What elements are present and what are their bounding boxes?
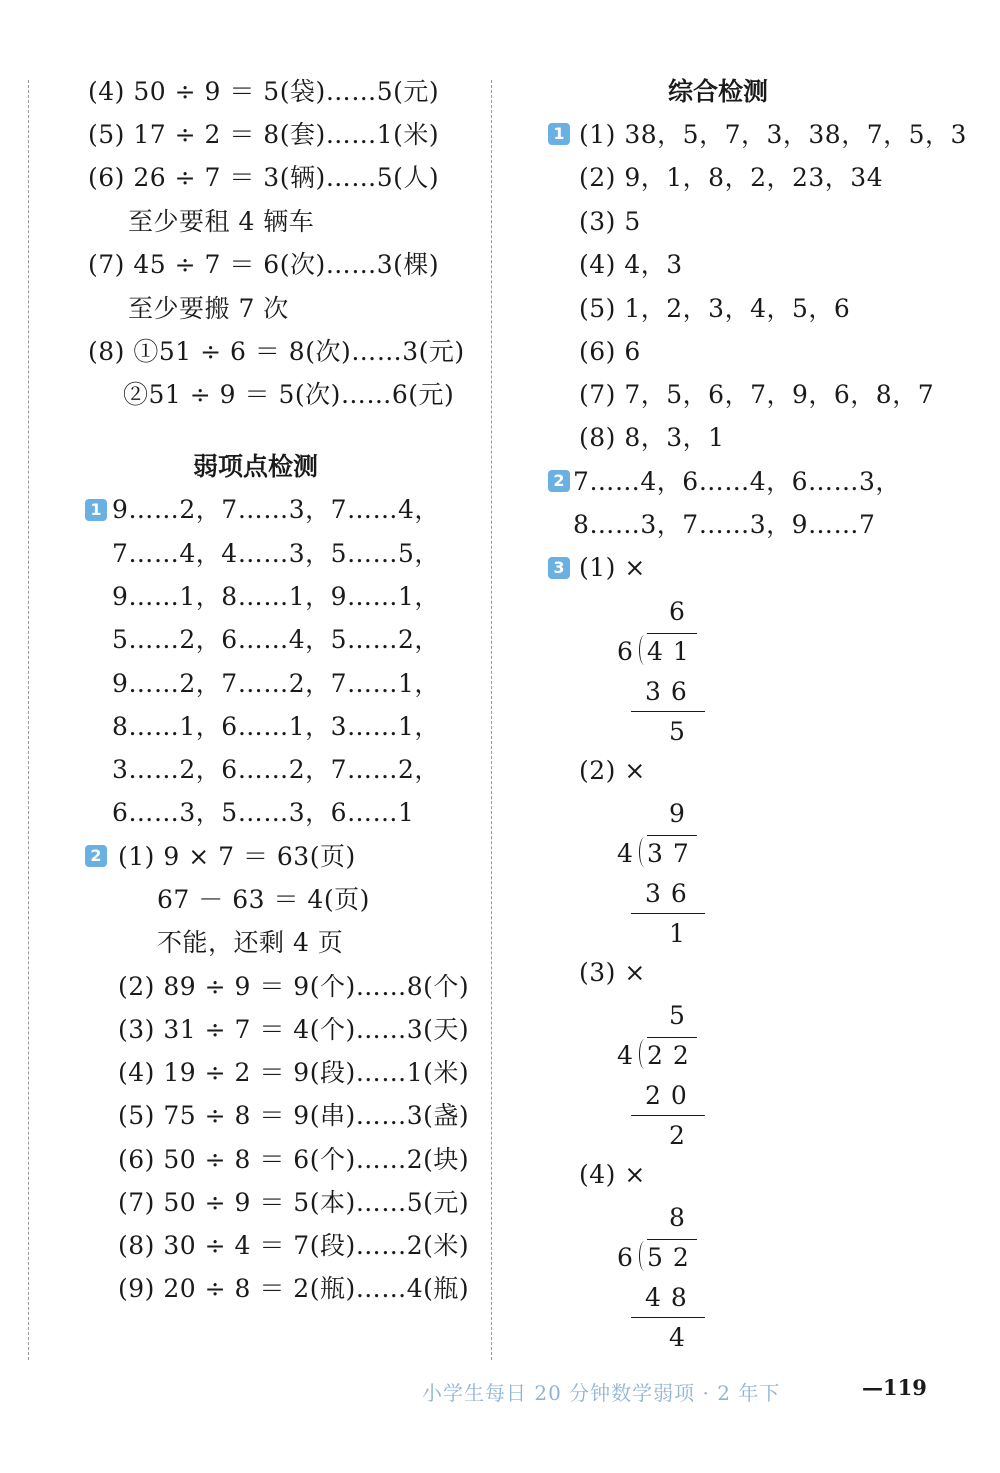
right-q1-line: (7) 7，5，6，7，9，6，8，7 — [579, 380, 935, 409]
subtraction-line — [631, 711, 705, 712]
left-q2-line: (9) 20 ÷ 8 ＝ 2(瓶)……4(瓶) — [118, 1274, 470, 1303]
left-q1-line: 5……2，6……4，5……2， — [112, 625, 440, 654]
q3-item-label: (1) × — [579, 553, 646, 582]
left-answer-5: (5) 17 ÷ 2 ＝ 8(套)……1(米) — [88, 120, 440, 149]
subtraction-line — [631, 1115, 705, 1116]
left-q2-line: 67 － 63 ＝ 4(页) — [157, 885, 370, 914]
left-question-1-badge: 1 — [85, 499, 107, 521]
right-q1-line: (8) 8，3，1 — [579, 423, 725, 452]
right-q1-line: (5) 1，2，3，4，5，6 — [579, 294, 851, 323]
left-q1-line: 9……2，7……2，7……1， — [112, 669, 440, 698]
division-bar — [647, 1037, 697, 1038]
product: 36 — [645, 677, 697, 706]
division-bar — [647, 633, 697, 634]
quotient: 6 — [669, 597, 685, 626]
right-q1-line: (1) 38，5，7，3，38，7，5，3 — [579, 120, 967, 149]
left-q2-line: (1) 9 × 7 ＝ 63(页) — [118, 842, 356, 871]
quotient: 9 — [669, 799, 685, 828]
divisor: 4 — [617, 1041, 633, 1070]
left-q2-line: (5) 75 ÷ 8 ＝ 9(串)……3(盏) — [118, 1101, 470, 1130]
right-q2-line: 8……3，7……3，9……7 — [573, 510, 876, 539]
right-question-3-badge: 3 — [548, 557, 570, 579]
left-q2-line: (6) 50 ÷ 8 ＝ 6(个)……2(块) — [118, 1145, 470, 1174]
left-q1-line: 6……3，5……3，6……1 — [112, 798, 415, 827]
left-answer-8a: (8) ①51 ÷ 6 ＝ 8(次)……3(元) — [88, 337, 465, 366]
left-q2-line: 不能，还剩 4 页 — [157, 928, 344, 957]
left-answer-4: (4) 50 ÷ 9 ＝ 5(袋)……5(元) — [88, 77, 440, 106]
dividend: 22 — [647, 1041, 699, 1070]
divisor: 4 — [617, 839, 633, 868]
weak-point-section-title: 弱项点检测 — [193, 452, 319, 481]
remainder: 5 — [669, 717, 685, 746]
right-question-1-badge: 1 — [548, 123, 570, 145]
left-q1-line: 9……2，7……3，7……4， — [112, 495, 440, 524]
remainder: 4 — [669, 1323, 685, 1352]
divisor: 6 — [617, 1243, 633, 1272]
left-margin-divider — [28, 80, 29, 1360]
division-bar — [647, 1239, 697, 1240]
left-q2-line: (2) 89 ÷ 9 ＝ 9(个)……8(个) — [118, 972, 470, 1001]
right-question-2-badge: 2 — [548, 470, 570, 492]
dividend: 41 — [647, 637, 699, 666]
divisor: 6 — [617, 637, 633, 666]
right-q1-line: (6) 6 — [579, 337, 641, 366]
division-bar — [647, 835, 697, 836]
right-q2-line: 7……4，6……4，6……3， — [573, 467, 901, 496]
column-divider — [491, 80, 492, 1360]
remainder: 2 — [669, 1121, 685, 1150]
product: 48 — [645, 1283, 697, 1312]
right-q1-line: (2) 9，1，8，2，23，34 — [579, 163, 884, 192]
left-answer-7: (7) 45 ÷ 7 ＝ 6(次)……3(棵) — [88, 250, 440, 279]
remainder: 1 — [669, 919, 685, 948]
left-question-2-badge: 2 — [85, 845, 107, 867]
left-answer-7-conclusion: 至少要搬 7 次 — [128, 294, 289, 323]
subtraction-line — [631, 913, 705, 914]
q3-item-label: (4) × — [579, 1160, 646, 1189]
left-q2-line: (8) 30 ÷ 4 ＝ 7(段)……2(米) — [118, 1231, 470, 1260]
footer-series-title: 小学生每日 20 分钟数学弱项 · 2 年下 — [422, 1381, 781, 1405]
right-q1-line: (3) 5 — [579, 207, 641, 236]
product: 20 — [645, 1081, 697, 1110]
left-answer-8b: ②51 ÷ 9 ＝ 5(次)……6(元) — [123, 380, 455, 409]
q3-item-label: (3) × — [579, 958, 646, 987]
quotient: 5 — [669, 1001, 685, 1030]
comprehensive-section-title: 综合检测 — [668, 77, 769, 106]
left-q1-line: 8……1，6……1，3……1， — [112, 712, 440, 741]
left-q1-line: 3……2，6……2，7……2， — [112, 755, 440, 784]
dividend: 52 — [647, 1243, 699, 1272]
right-q1-line: (4) 4，3 — [579, 250, 683, 279]
left-q1-line: 9……1，8……1，9……1， — [112, 582, 440, 611]
page-number: —119 — [862, 1375, 927, 1400]
left-q2-line: (7) 50 ÷ 9 ＝ 5(本)……5(元) — [118, 1188, 470, 1217]
left-q1-line: 7……4，4……3，5……5， — [112, 539, 440, 568]
subtraction-line — [631, 1317, 705, 1318]
left-answer-6: (6) 26 ÷ 7 ＝ 3(辆)……5(人) — [88, 163, 440, 192]
quotient: 8 — [669, 1203, 685, 1232]
left-answer-6-conclusion: 至少要租 4 辆车 — [128, 207, 315, 236]
left-q2-line: (4) 19 ÷ 2 ＝ 9(段)……1(米) — [118, 1058, 470, 1087]
left-q2-line: (3) 31 ÷ 7 ＝ 4(个)……3(天) — [118, 1015, 470, 1044]
q3-item-label: (2) × — [579, 756, 646, 785]
dividend: 37 — [647, 839, 699, 868]
product: 36 — [645, 879, 697, 908]
